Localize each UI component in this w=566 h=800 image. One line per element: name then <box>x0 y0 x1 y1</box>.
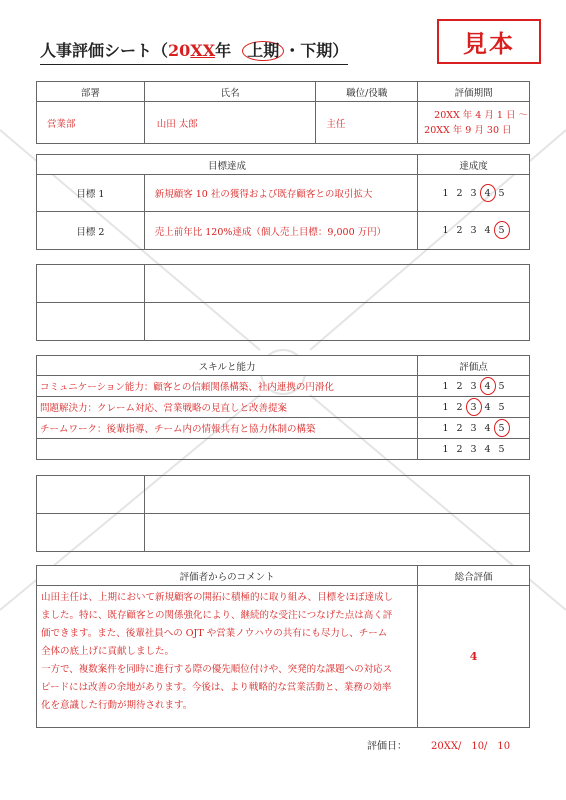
period-value <box>418 102 530 144</box>
blank-cell <box>144 514 529 552</box>
skill-score-scale <box>418 439 530 460</box>
goals-table <box>36 154 530 250</box>
score-3: 3 <box>470 187 477 199</box>
goal-row <box>37 212 530 250</box>
period-end: 20XX 年 9 月 30 日 <box>424 124 512 136</box>
header-name: 氏名 <box>144 82 316 102</box>
position-value: 主任 <box>316 102 418 144</box>
score-5: 5 <box>498 187 505 199</box>
score-2: 2 <box>456 187 463 199</box>
score-4-selected: 4 <box>481 188 495 199</box>
page-title <box>40 38 348 65</box>
skill-text <box>37 439 418 460</box>
score-1: 1 <box>442 225 449 236</box>
blank-cell <box>144 303 529 341</box>
comment-line: 価できます。また、後輩社員への OJT や営業ノウハウの共有にも尽力し、チーム <box>41 628 388 639</box>
evaluation-date-value: 20XX/ 10/ 10 <box>431 741 511 752</box>
goal-score-scale <box>418 212 530 250</box>
header-position: 職位/役職 <box>316 82 418 102</box>
score-3: 3 <box>470 225 477 236</box>
goal-label: 目標 1 <box>37 175 145 212</box>
score-5-selected: 5 <box>495 423 509 434</box>
blank-cell <box>144 476 529 514</box>
score-3: 3 <box>470 443 477 455</box>
skill-text: 問題解決力：クレーム対応、営業戦略の見直しと改善提案 <box>37 397 418 418</box>
goal-label: 目標 2 <box>37 212 145 250</box>
period-start: 20XX 年 4 月 1 日 〜 <box>434 109 528 121</box>
name-value: 山田 太郎 <box>144 102 316 144</box>
comment-line: 山田主任は、上期において新規顧客の開拓に積極的に取り組み、目標をほぼ達成し <box>41 592 394 603</box>
department-value: 営業部 <box>37 102 145 144</box>
header-skills: スキルと能力 <box>37 356 418 376</box>
comment-line: ました。特に、既存顧客との関係強化により、継続的な受注につなげた点は高く評 <box>41 610 393 621</box>
comment-line: ピードには改善の余地があります。今後は、より戦略的な営業活動と、業務の効率 <box>41 682 392 693</box>
evaluation-date-label: 評価日： <box>367 741 407 752</box>
blank-cell <box>144 265 529 303</box>
skill-text: コミュニケーション能力：顧客との信頼関係構築、社内連携の円滑化 <box>37 376 418 397</box>
sample-stamp: 見本 <box>437 19 541 64</box>
title-separator: ・ <box>284 41 301 60</box>
score-2: 2 <box>456 401 463 413</box>
score-2: 2 <box>456 225 463 236</box>
skill-text: チームワーク：後輩指導、チーム内の情報共有と協力体制の構築 <box>37 418 418 439</box>
title-year-suffix: 年 <box>215 41 232 60</box>
title-year-xx: XX <box>190 41 216 60</box>
score-1: 1 <box>442 187 449 199</box>
score-4: 4 <box>484 401 491 413</box>
skill-row <box>37 418 530 439</box>
header-period: 評価期間 <box>418 82 530 102</box>
first-half-selected: 上期 <box>242 41 284 61</box>
comment-line: 化を意識した行動が期待されます。 <box>41 700 193 711</box>
skill-score-scale <box>418 397 530 418</box>
goal-text: 新規顧客 10 社の獲得および既存顧客との取引拡大 <box>144 175 417 212</box>
blank-cell <box>37 303 145 341</box>
skills-table <box>36 355 530 460</box>
score-3: 3 <box>470 380 477 392</box>
score-1: 1 <box>442 401 449 413</box>
score-2: 2 <box>456 443 463 455</box>
header-goals: 目標達成 <box>37 155 418 175</box>
blank-table-2 <box>36 475 530 552</box>
blank-cell <box>37 476 145 514</box>
score-5: 5 <box>498 443 505 455</box>
title-second-half: 下期） <box>300 41 349 60</box>
skill-score-scale <box>418 376 530 397</box>
evaluation-date <box>367 737 510 752</box>
blank-table-1 <box>36 264 530 341</box>
header-achievement: 達成度 <box>418 155 530 175</box>
header-overall: 総合評価 <box>418 566 530 586</box>
score-1: 1 <box>442 422 449 434</box>
score-1: 1 <box>442 443 449 455</box>
score-4: 4 <box>484 443 491 455</box>
score-1: 1 <box>442 380 449 392</box>
comment-table <box>36 565 530 728</box>
title-year-number: 20 <box>168 41 191 60</box>
skill-row <box>37 376 530 397</box>
header-department: 部署 <box>37 82 145 102</box>
header-rating: 評価点 <box>418 356 530 376</box>
comment-body <box>37 586 418 728</box>
comment-line: 全体の底上げに貢献しました。 <box>41 646 175 657</box>
score-4: 4 <box>484 422 491 434</box>
score-2: 2 <box>456 380 463 392</box>
blank-cell <box>37 265 145 303</box>
skill-score-scale <box>418 418 530 439</box>
goal-text: 売上前年比 120%達成（個人売上目標：9,000 万円） <box>144 212 417 250</box>
score-5: 5 <box>498 380 505 392</box>
score-5-selected: 5 <box>495 225 509 236</box>
info-table <box>36 81 530 144</box>
score-3-selected: 3 <box>467 402 481 413</box>
score-2: 2 <box>456 422 463 434</box>
score-5: 5 <box>498 401 505 413</box>
skill-row <box>37 439 530 460</box>
score-4-selected: 4 <box>481 381 495 392</box>
score-3: 3 <box>470 422 477 434</box>
skill-row <box>37 397 530 418</box>
title-prefix: 人事評価シート（ <box>40 41 169 60</box>
overall-score: 4 <box>418 586 530 728</box>
blank-cell <box>37 514 145 552</box>
comment-line: 一方で、複数案件を同時に進行する際の優先順位付けや、突発的な課題への対応ス <box>41 664 393 675</box>
score-4: 4 <box>484 225 491 236</box>
header-comment: 評価者からのコメント <box>37 566 418 586</box>
goal-row <box>37 175 530 212</box>
goal-score-scale <box>418 175 530 212</box>
